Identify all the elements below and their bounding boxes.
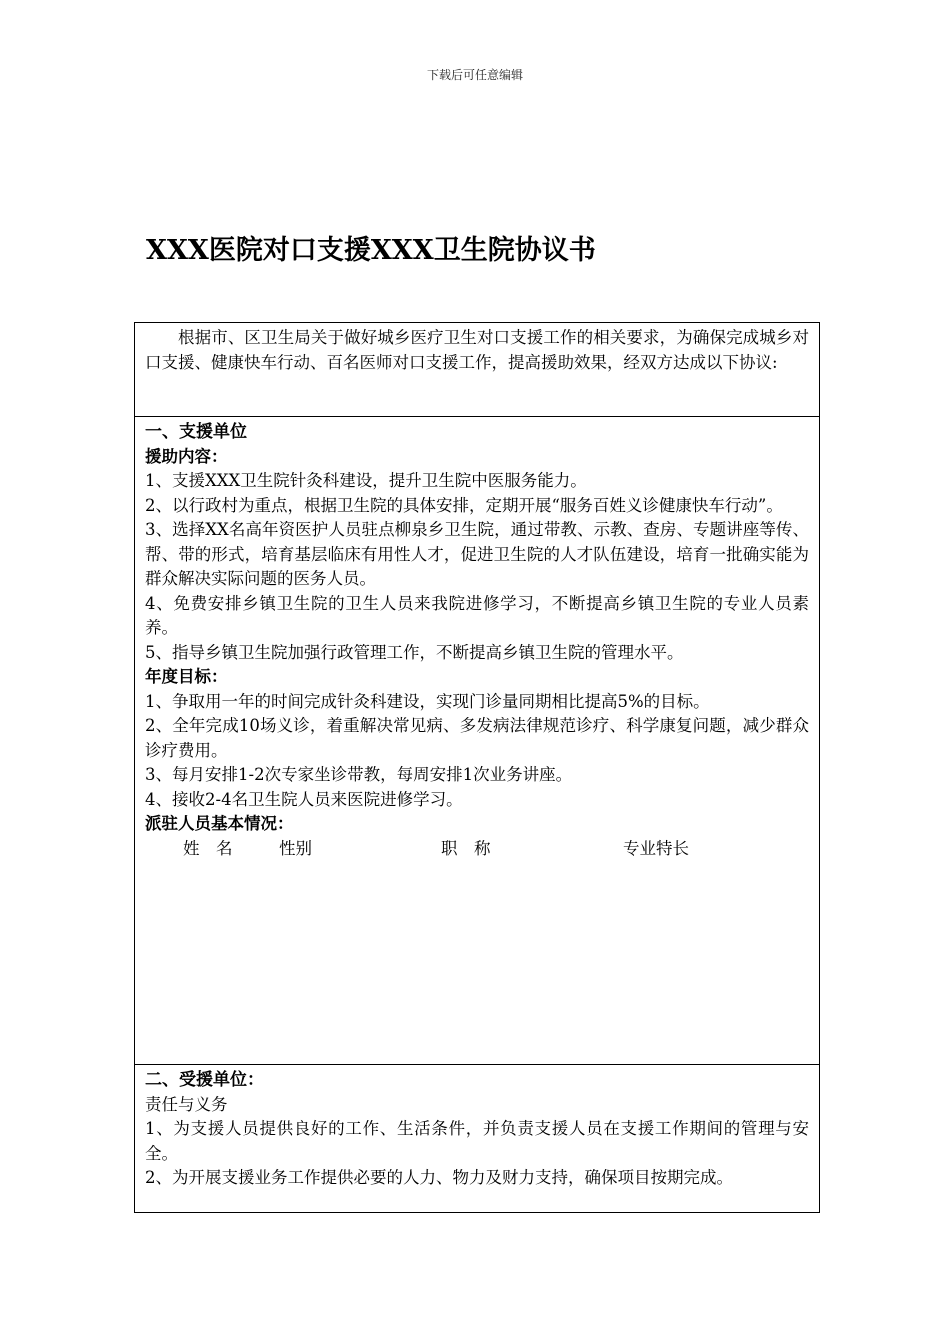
receiving-unit-cell	[135, 1065, 820, 1213]
duty-item: 1、为支援人员提供良好的工作、生活条件，并负责支援人员在支援工作期间的管理与安全。	[145, 1119, 809, 1163]
staff-col-title: 职 称	[441, 838, 491, 858]
aid-item: 1、支援XXX卫生院针灸科建设，提升卫生院中医服务能力。	[145, 471, 587, 490]
staff-col-name: 姓 名	[183, 838, 233, 858]
staff-col-gender: 性别	[279, 838, 312, 858]
document-title: XXX医院对口支援XXX卫生院协议书	[146, 235, 596, 266]
aid-item: 4、免费安排乡镇卫生院的卫生人员来我院进修学习，不断提高乡镇卫生院的专业人员素养。	[145, 593, 809, 637]
staff-column-headers	[145, 837, 809, 863]
section2-heading: 二、受援单位：	[145, 1070, 264, 1090]
goal-item: 4、接收2-4名卫生院人员来医院进修学习。	[145, 789, 463, 809]
aid-content-heading: 援助内容：	[145, 446, 228, 466]
duty-item: 2、为开展支援业务工作提供必要的人力、物力及财力支持，确保项目按期完成。	[145, 1168, 733, 1187]
intro-cell	[135, 323, 820, 417]
header-note: 下载后可任意编辑	[426, 68, 523, 82]
agreement-table	[134, 322, 820, 1213]
staff-col-specialty: 专业特长	[623, 838, 689, 858]
annual-goal-heading: 年度目标：	[145, 667, 228, 686]
section1-heading: 一、支援单位	[145, 422, 247, 442]
goal-item: 3、每月安排1-2次专家坐诊带教，每周安排1次业务讲座。	[145, 765, 573, 784]
aid-item: 2、以行政村为重点，根据卫生院的具体安排，定期开展“服务百姓义诊健康快车行动”。	[145, 495, 783, 515]
aid-item: 5、指导乡镇卫生院加强行政管理工作，不断提高乡镇卫生院的管理水平。	[145, 642, 684, 662]
supporting-unit-cell	[135, 417, 820, 1065]
intro-paragraph: 根据市、区卫生局关于做好城乡医疗卫生对口支援工作的相关要求，为确保完成城乡对口支援、健康快车行动、百名医师对口支援工作，提高援助效果，经双方达成以下协议:	[145, 328, 809, 372]
goal-item: 1、争取用一年的时间完成针灸科建设，实现门诊量同期相比提高5%的目标。	[145, 691, 710, 711]
aid-item: 3、选择XX名高年资医护人员驻点柳泉乡卫生院，通过带教、示教、查房、专题讲座等传、帮、带的形式，培育基层临床有用性人才，促进卫生院的人才队伍建设，培育一批确实能为群众解决实际问题的医务人员。	[145, 520, 809, 588]
duty-heading: 责任与义务	[145, 1094, 228, 1114]
goal-item: 2、全年完成10场义诊，着重解决常见病、多发病法律规范诊疗、科学康复问题，减少群众诊疗费用。	[145, 716, 809, 760]
staff-info-heading: 派驻人员基本情况：	[145, 814, 294, 833]
